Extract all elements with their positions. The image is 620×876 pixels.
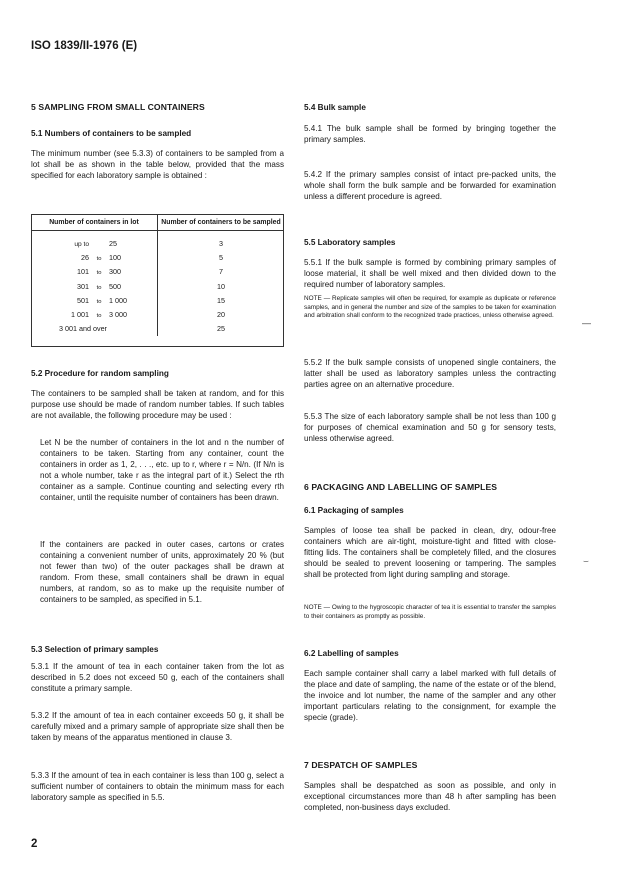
lot-mid: to bbox=[96, 270, 102, 277]
section-5-4-2: 5.4.2 If the primary samples consist of intact pre-packed units, the whole shall form the bulk sample and be forwarded for examination unless a different procedure is agreed. bbox=[304, 170, 556, 202]
table-row bbox=[31, 322, 284, 336]
lot-to: 3 000 bbox=[109, 310, 127, 320]
lot-from: 101 bbox=[77, 267, 89, 277]
lot-from: 301 bbox=[77, 281, 89, 291]
section-6-2-text: Each sample container shall carry a label marked with full details of the place and date of sampling, the name of the estate or of the blend, the invoice and lot number, the name of the sampler and any other important particulars relating to the consignment, for example the specie (grade). bbox=[304, 669, 556, 723]
section-5-3-heading: 5.3 Selection of primary samples bbox=[31, 645, 159, 654]
section-5-5-heading: 5.5 Laboratory samples bbox=[304, 238, 396, 247]
document-header: ISO 1839/II-1976 (E) bbox=[31, 40, 138, 52]
sample-count: 15 bbox=[158, 293, 285, 307]
table-row bbox=[31, 279, 284, 293]
lot-mid: to bbox=[96, 298, 102, 305]
sample-count: 5 bbox=[158, 250, 285, 264]
lot-to: 500 bbox=[109, 281, 121, 291]
table-row bbox=[31, 250, 284, 264]
table-row bbox=[31, 265, 284, 279]
section-5-3-3: 5.3.3 If the amount of tea in each container is less than 100 g, select a sufficient number of containers to obtain the minimum mass for each laboratory sample as specified in 5.5. bbox=[31, 771, 284, 803]
lot-to: 100 bbox=[109, 252, 121, 262]
section-5-5-3: 5.5.3 The size of each laboratory sample shall be not less than 100 g for purposes of chemical examination and 50 g for sensory tests, unless otherwise agreed. bbox=[304, 412, 556, 444]
table-header-sampled: Number of containers to be sampled bbox=[158, 214, 285, 231]
section-5-1-text: The minimum number (see 5.3.3) of containers to be sampled from a lot shall be as shown in the table below, provided that the mass specified for each laboratory sample is obtained : bbox=[31, 149, 284, 181]
table-row bbox=[31, 307, 284, 321]
section-5-5-2: 5.5.2 If the bulk sample consists of unopened single containers, the latter shall be used as laboratory samples unless the contracting parties agree on an alternative procedure. bbox=[304, 358, 556, 390]
lot-to: 1 000 bbox=[109, 295, 127, 305]
section-5-2-method-1: Let N be the number of containers in the lot and n the number of containers to be taken. Starting from any container, count the containers in order as 1, 2, . . ., etc. up to r, where r = N/n. (If N/n is not a whole number, take r as the integral part of it.) Select the rth container as a sample. Continue counting and selecting every rth container, until the requisite number of containers has been drawn. bbox=[40, 438, 284, 503]
section-5-2-heading: 5.2 Procedure for random sampling bbox=[31, 369, 169, 378]
page-number: 2 bbox=[31, 838, 38, 850]
lot-from: 26 bbox=[81, 252, 89, 262]
lot-to: 300 bbox=[109, 267, 121, 277]
section-6-2-heading: 6.2 Labelling of samples bbox=[304, 649, 399, 658]
lot-from: 501 bbox=[77, 295, 89, 305]
note-replicate-samples: NOTE — Replicate samples will often be required, for example as duplicate or reference samples, and in general the number and size of the samples to be taken for examination and arbitration shall conform to the recognized trade practices, unless otherwise agreed. bbox=[304, 295, 556, 320]
section-5-1-heading: 5.1 Numbers of containers to be sampled bbox=[31, 129, 192, 138]
lot-from: 3 001 and over bbox=[59, 324, 107, 334]
lot-mid: to bbox=[96, 284, 102, 291]
lot-mid: to bbox=[96, 313, 102, 320]
section-5-2-method-2: If the containers are packed in outer cases, cartons or crates containing a convenient number of units, approximately 20 % (but not fewer than two) of the outer packages shall be drawn at random. From these, small containers shall be drawn in equal numbers, at random, so as to make up the requisite number of containers to be sampled, as specified in 5.1. bbox=[40, 540, 284, 605]
section-5-4-1: 5.4.1 The bulk sample shall be formed by bringing together the primary samples. bbox=[304, 124, 556, 145]
lot-from: 1 001 bbox=[71, 310, 89, 320]
lot-to: 25 bbox=[109, 238, 117, 248]
margin-mark: ⌣ bbox=[583, 556, 589, 566]
sample-count: 3 bbox=[158, 231, 285, 251]
section-5-2-text: The containers to be sampled shall be taken at random, and for this purpose use should be made of random number tables. If such tables are not available, the following procedure may be used : bbox=[31, 389, 284, 421]
section-5-5-1: 5.5.1 If the bulk sample is formed by combining primary samples of loose material, it shall be well mixed and then divided down to the required number of laboratory samples. bbox=[304, 258, 556, 290]
table-row bbox=[31, 231, 284, 251]
sample-count: 7 bbox=[158, 265, 285, 279]
section-7-heading: 7 DESPATCH OF SAMPLES bbox=[304, 760, 418, 770]
sample-count: 25 bbox=[158, 322, 285, 336]
note-hygroscopic: NOTE — Owing to the hygroscopic character of tea it is essential to transfer the samples to their containers as promptly as possible. bbox=[304, 604, 556, 620]
section-6-1-heading: 6.1 Packaging of samples bbox=[304, 506, 404, 515]
section-5-3-2: 5.3.2 If the amount of tea in each container exceeds 50 g, it shall be carefully mixed and a primary sample of appropriate size shall then be taken by means of the apparatus mentioned in clause 3. bbox=[31, 711, 284, 743]
section-5-4-heading: 5.4 Bulk sample bbox=[304, 103, 366, 112]
section-6-heading: 6 PACKAGING AND LABELLING OF SAMPLES bbox=[304, 482, 498, 492]
sample-size-table bbox=[31, 214, 284, 336]
sample-count: 10 bbox=[158, 279, 285, 293]
lot-mid: to bbox=[96, 255, 102, 262]
lot-from: up to bbox=[74, 240, 89, 248]
table-header-lot: Number of containers in lot bbox=[31, 214, 158, 231]
sample-count: 20 bbox=[158, 307, 285, 321]
margin-mark: — bbox=[582, 318, 591, 328]
section-7-text: Samples shall be despatched as soon as possible, and only in exceptional circumstances more than 48 h after sampling has been completed, non-business days excluded. bbox=[304, 781, 556, 813]
section-6-1-text: Samples of loose tea shall be packed in clean, dry, odour-free containers which are air-tight, moisture-tight and fitted with close-fitting lids. The containers shall be completely filled, and the closures should be sealed to prevent loosening or tampering. The samples shall be protected from light during sampling and storage. bbox=[304, 526, 556, 580]
table-row bbox=[31, 293, 284, 307]
section-5-3-1: 5.3.1 If the amount of tea in each container taken from the lot as described in 5.2 does not exceed 50 g, each of the containers shall constitute a primary sample. bbox=[31, 662, 284, 694]
section-5-heading: 5 SAMPLING FROM SMALL CONTAINERS bbox=[31, 102, 205, 112]
